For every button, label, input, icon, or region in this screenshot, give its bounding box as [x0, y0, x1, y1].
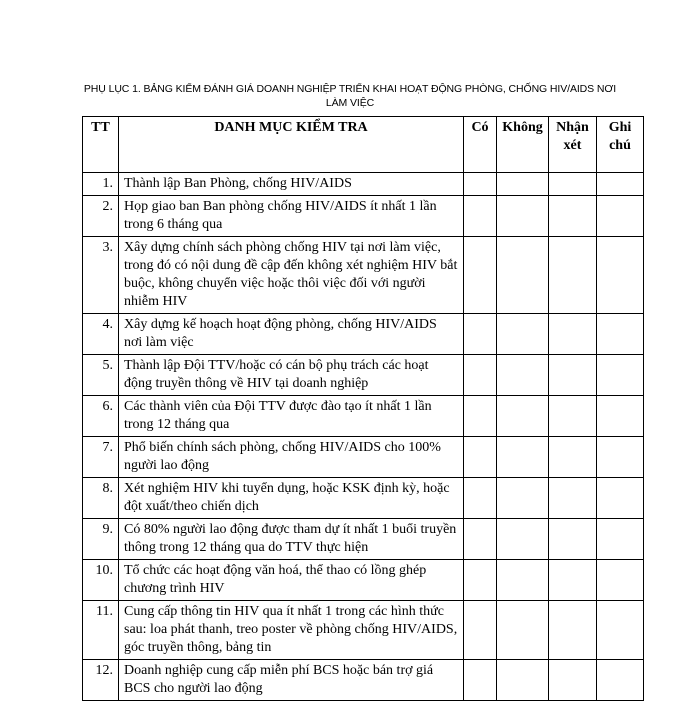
cell-nhan-xet	[549, 478, 597, 519]
cell-ghi-chu	[597, 437, 644, 478]
header-item: DANH MỤC KIỂM TRA	[119, 117, 464, 173]
table-row	[83, 355, 644, 396]
row-number: 9.	[83, 519, 119, 560]
cell-khong	[497, 519, 549, 560]
row-item: Cung cấp thông tin HIV qua ít nhất 1 trong các hình thức sau: loa phát thanh, treo poster về phòng chống HIV/AIDS, góc truyền thông, bảng tin	[119, 601, 464, 660]
table-row	[83, 173, 644, 196]
table-row	[83, 660, 644, 701]
cell-nhan-xet	[549, 196, 597, 237]
cell-khong	[497, 314, 549, 355]
row-item: Phổ biến chính sách phòng, chống HIV/AIDS cho 100% người lao động	[119, 437, 464, 478]
cell-khong	[497, 437, 549, 478]
checklist-table	[82, 116, 644, 701]
row-number: 11.	[83, 601, 119, 660]
table-row	[83, 519, 644, 560]
cell-khong	[497, 355, 549, 396]
cell-khong	[497, 196, 549, 237]
table-row	[83, 601, 644, 660]
header-tt: TT	[83, 117, 119, 173]
row-number: 10.	[83, 560, 119, 601]
row-number: 1.	[83, 173, 119, 196]
cell-ghi-chu	[597, 355, 644, 396]
cell-co	[464, 560, 497, 601]
cell-co	[464, 601, 497, 660]
cell-nhan-xet	[549, 519, 597, 560]
table-row	[83, 437, 644, 478]
document-title: PHỤ LỤC 1. BẢNG KIỂM ĐÁNH GIÁ DOANH NGHIỆP TRIỂN KHAI HOẠT ĐỘNG PHÒNG, CHỐNG HIV/AIDS NƠI LÀM VIỆC	[83, 83, 617, 109]
row-item: Họp giao ban Ban phòng chống HIV/AIDS ít nhất 1 lần trong 6 tháng qua	[119, 196, 464, 237]
cell-co	[464, 237, 497, 314]
header-nhan-xet: Nhận xét	[549, 117, 597, 173]
cell-khong	[497, 396, 549, 437]
cell-nhan-xet	[549, 355, 597, 396]
cell-nhan-xet	[549, 660, 597, 701]
cell-ghi-chu	[597, 560, 644, 601]
row-number: 4.	[83, 314, 119, 355]
row-item: Các thành viên của Đội TTV được đào tạo ít nhất 1 lần trong 12 tháng qua	[119, 396, 464, 437]
cell-ghi-chu	[597, 478, 644, 519]
cell-ghi-chu	[597, 314, 644, 355]
table-row	[83, 196, 644, 237]
table-row	[83, 478, 644, 519]
cell-nhan-xet	[549, 237, 597, 314]
row-item: Doanh nghiệp cung cấp miễn phí BCS hoặc bán trợ giá BCS cho người lao động	[119, 660, 464, 701]
cell-nhan-xet	[549, 396, 597, 437]
header-ghi-chu: Ghi chú	[597, 117, 644, 173]
cell-nhan-xet	[549, 560, 597, 601]
cell-nhan-xet	[549, 173, 597, 196]
cell-co	[464, 660, 497, 701]
row-number: 12.	[83, 660, 119, 701]
table-row	[83, 560, 644, 601]
cell-khong	[497, 601, 549, 660]
cell-co	[464, 437, 497, 478]
cell-ghi-chu	[597, 173, 644, 196]
cell-nhan-xet	[549, 437, 597, 478]
table-row	[83, 237, 644, 314]
table-row	[83, 396, 644, 437]
cell-khong	[497, 660, 549, 701]
header-khong: Không	[497, 117, 549, 173]
cell-ghi-chu	[597, 196, 644, 237]
cell-khong	[497, 237, 549, 314]
row-number: 2.	[83, 196, 119, 237]
table-row	[83, 314, 644, 355]
cell-ghi-chu	[597, 660, 644, 701]
row-item: Xây dựng kế hoạch hoạt động phòng, chống HIV/AIDS nơi làm việc	[119, 314, 464, 355]
header-co: Có	[464, 117, 497, 173]
row-number: 3.	[83, 237, 119, 314]
row-number: 7.	[83, 437, 119, 478]
cell-co	[464, 173, 497, 196]
cell-ghi-chu	[597, 519, 644, 560]
cell-ghi-chu	[597, 396, 644, 437]
cell-nhan-xet	[549, 314, 597, 355]
row-item: Thành lập Ban Phòng, chống HIV/AIDS	[119, 173, 464, 196]
row-number: 5.	[83, 355, 119, 396]
cell-khong	[497, 560, 549, 601]
cell-co	[464, 355, 497, 396]
cell-co	[464, 396, 497, 437]
cell-co	[464, 196, 497, 237]
cell-co	[464, 314, 497, 355]
cell-khong	[497, 478, 549, 519]
cell-ghi-chu	[597, 601, 644, 660]
row-item: Có 80% người lao động được tham dự ít nhất 1 buổi truyền thông trong 12 tháng qua do TTV thực hiện	[119, 519, 464, 560]
row-number: 6.	[83, 396, 119, 437]
cell-co	[464, 478, 497, 519]
row-item: Tổ chức các hoạt động văn hoá, thể thao có lồng ghép chương trình HIV	[119, 560, 464, 601]
cell-khong	[497, 173, 549, 196]
row-item: Thành lập Đội TTV/hoặc có cán bộ phụ trách các hoạt động truyền thông về HIV tại doanh nghiệp	[119, 355, 464, 396]
cell-co	[464, 519, 497, 560]
table-header-row	[83, 117, 644, 173]
row-number: 8.	[83, 478, 119, 519]
row-item: Xét nghiệm HIV khi tuyển dụng, hoặc KSK định kỳ, hoặc đột xuất/theo chiến dịch	[119, 478, 464, 519]
cell-nhan-xet	[549, 601, 597, 660]
cell-ghi-chu	[597, 237, 644, 314]
row-item: Xây dựng chính sách phòng chống HIV tại nơi làm việc, trong đó có nội dung đề cập đến không xét nghiệm HIV bắt buộc, không chuyển việc hoặc thôi việc đối với người nhiễm HIV	[119, 237, 464, 314]
